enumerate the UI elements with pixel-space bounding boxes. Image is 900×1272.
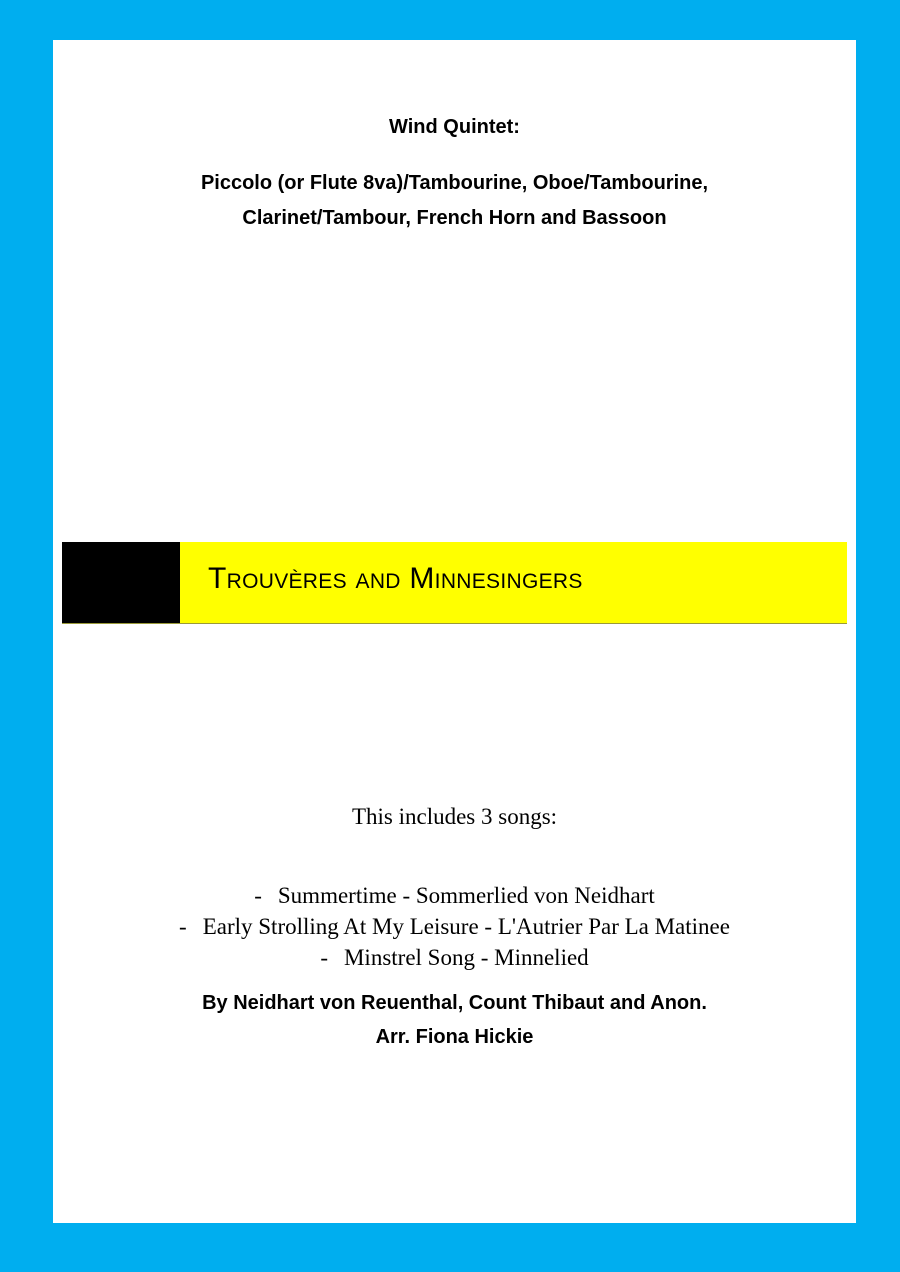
song-bullet: - <box>179 914 187 939</box>
arranger-credit: Arr. Fiona Hickie <box>375 1026 534 1048</box>
song-item <box>53 942 856 973</box>
song-title: Minstrel Song - Minnelied <box>343 945 589 970</box>
song-bullet: - <box>320 945 328 970</box>
title-banner <box>62 542 847 624</box>
title-banner-black-block <box>62 542 180 623</box>
songs-intro: This includes 3 songs: <box>351 804 558 829</box>
song-item <box>53 911 856 942</box>
song-bullet: - <box>254 883 262 908</box>
ensemble-label: Wind Quintet: <box>389 116 520 138</box>
instrumentation-line-2: Clarinet/Tambour, French Horn and Bassoon <box>242 207 667 229</box>
instrumentation <box>53 166 856 236</box>
title-text: Trouvères and Minnesingers <box>208 562 583 595</box>
song-title: Early Strolling At My Leisure - L'Autrier Par La Matinee <box>202 914 730 939</box>
song-title: Summertime - Sommerlied von Neidhart <box>277 883 655 908</box>
song-list <box>53 880 856 973</box>
cover-page <box>53 40 856 1223</box>
song-item <box>53 880 856 911</box>
instrumentation-line-1: Piccolo (or Flute 8va)/Tambourine, Oboe/Tambourine, <box>200 172 709 194</box>
composers-credit: By Neidhart von Reuenthal, Count Thibaut and Anon. <box>202 992 707 1014</box>
